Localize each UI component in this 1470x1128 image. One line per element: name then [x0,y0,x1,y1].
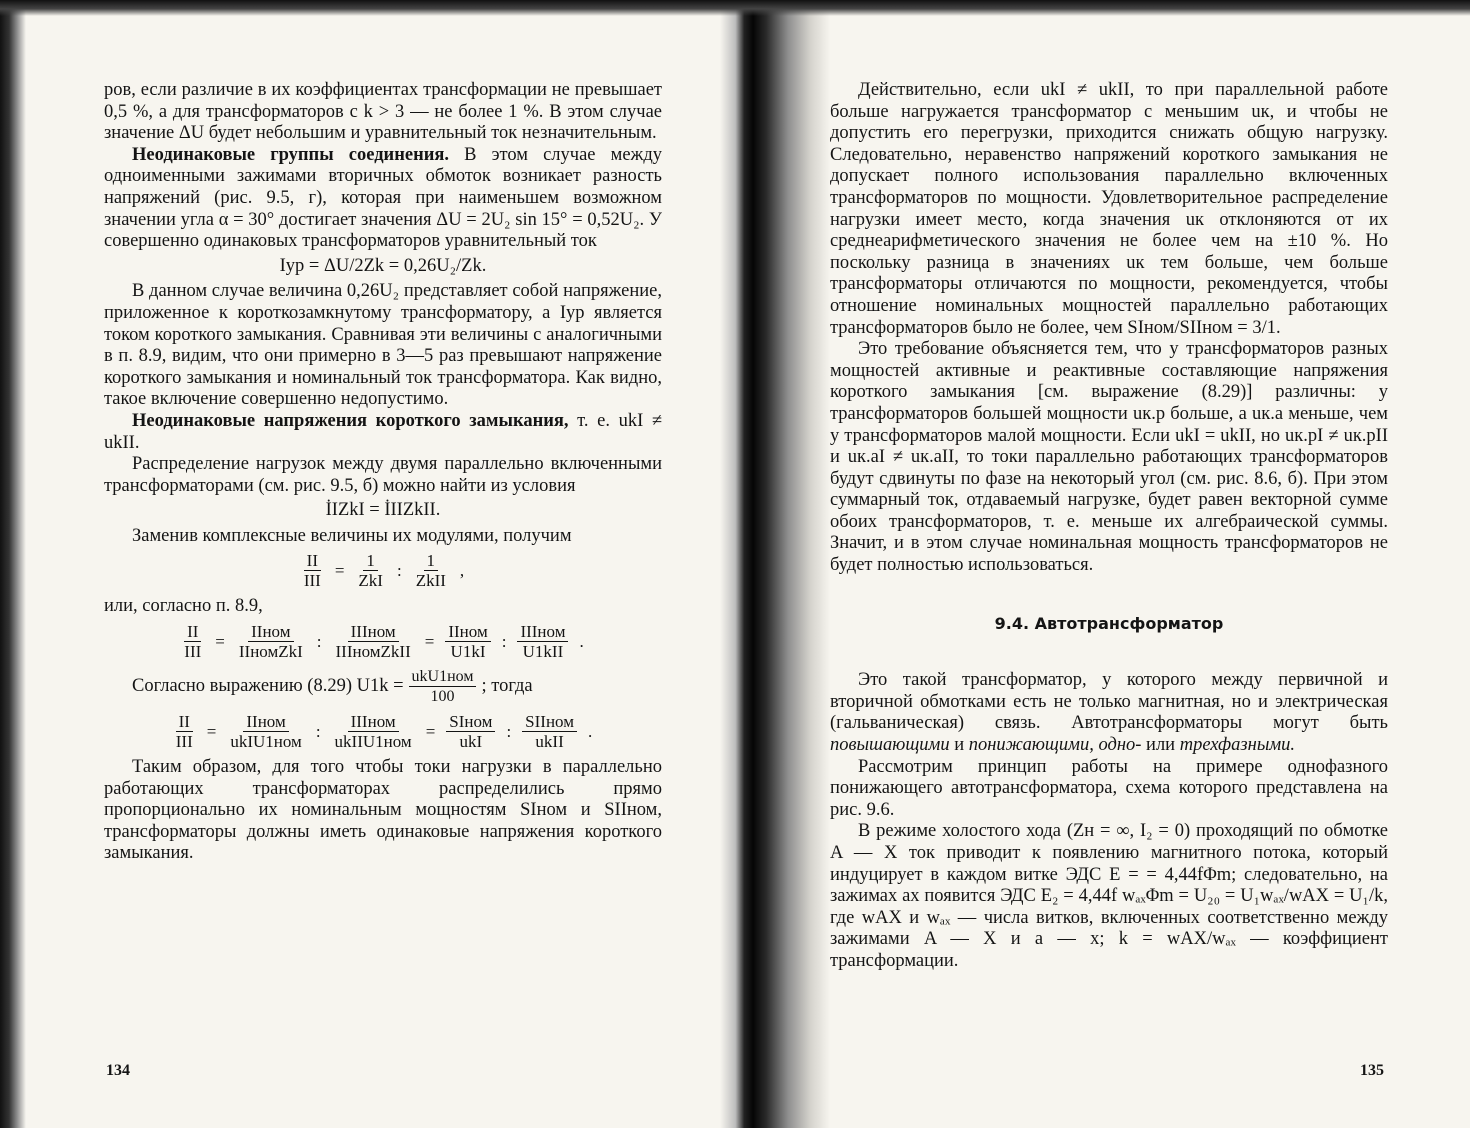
denominator: III [175,732,193,752]
left-paragraph-1: ров, если различие в их коэффициентах трансформации не превышает 0,5 %, а для трансформаторов с k > 3 — не более 1 %. В этом случае значение ΔU будет небольшим и уравнительный ток незначительным. [104,80,662,144]
denominator: ZkI [358,571,383,591]
numerator: IIIном [348,622,399,642]
left-paragraph-3: В данном случае величина 0,26U₂ представляет собой напряжение, приложенное к короткозамкнутому трансформатору, а Iур является током короткого замыкания. Сравнивая эти величины с аналогичными в п. 8.9, видим, что они примерно в 3—5 раз превышают напряжение короткого замыкания и номинальный ток трансформатора. Как видно, такое включение совершенно недопустимо. [104,281,662,410]
numerator: IIIном [517,622,568,642]
italic-term: повышающими [830,735,950,756]
denominator: ukIU1ном [230,732,302,752]
operator: = [334,561,345,581]
fraction [301,551,324,590]
right-paragraph-3 [830,670,1388,756]
fraction [355,551,386,590]
text-run: или [1141,735,1180,756]
left-paragraph-8: Таким образом, для того чтобы токи нагрузки в параллельно работающих трансформаторах распределились прямо пропорционально их номинальным мощностям SIном и SIIном, трансформаторы должны иметь одинаковые напряжения короткого замыкания. [104,757,662,864]
operator: = [425,721,436,741]
right-paragraph-2: Это требование объясняется тем, что у трансформаторов разных мощностей активные и реактивные составляющие напряжения короткого замыкания [см. выражение (8.29)] различны: у трансформаторов большей мощности uк.р больше, а uк.а меньше, чем у трансформаторов малой мощности. Если ukI = ukII, но uк.рI ≠ uк.рII и uк.аI ≠ uк.аII, то токи параллельно работающих трансформаторов будут сдвинуты по фазе на некоторый угол (см. рис. 8.6, б). При этом суммарный ток, отдаваемый нагрузке, будет равен векторной сумме обоих трансформаторов, т. е. меньше их алгебраической суммы. Значит, и в этом случае номинальная мощность трансформаторов не будет полностью использоваться. [830,339,1388,576]
section-heading-autotransformer: 9.4. Автотрансформатор [994,613,1224,633]
operator: : [506,721,512,741]
fraction [445,622,490,661]
denominator: IIIномZkII [335,642,411,662]
fraction [333,622,414,661]
operator: : [501,631,507,651]
denominator: ukIIU1ном [334,732,412,752]
right-paragraph-1: Действительно, если ukI ≠ ukII, то при параллельной работе больше нагружается трансформатор с меньшим uк, и чтобы не допустить его перегрузки, приходится снижать общую нагрузку. Следовательно, неравенство напряжений короткого замыкания не допускает полного использования параллельно включенных трансформаторов по мощности. Удовлетворительное распределение нагрузки имеет место, когда значения uк отклоняются от их среднеарифметического значения не более чем на ±10 %. Но поскольку разница в значениях uк тем больше, чем больше трансформаторы отличаются по мощности, рекомендуется, чтобы отношение номинальных мощностей параллельно работающих трансформаторов было не более, чем SIном/SIIном = 3/1. [830,80,1388,338]
short-circuit-text: т. е. ukI ≠ ukII. [104,410,663,453]
equalizing-current-formula: Iур = ΔU/2Zk = 0,26U₂/Zk. [279,255,487,276]
denominator: IIномZkI [238,642,303,662]
fraction [332,712,415,751]
operator: : [396,561,402,581]
operator: . [579,631,584,651]
denominator: U1kI [450,642,486,662]
italic-term: трехфазными. [1179,735,1296,756]
equation-3 [104,667,662,706]
operator: = [424,631,435,651]
denominator: III [303,571,321,591]
fraction [173,712,196,751]
fraction [236,622,306,661]
equation-3-suffix: ; тогда [481,675,533,696]
right-text-column [830,80,1388,973]
denominator: 100 [430,688,455,706]
operator: : [316,631,322,651]
left-paragraph-5: Распределение нагрузок между двумя параллельно включенными трансформаторами (см. рис. 9.5, б) можно найти из условия [104,454,662,496]
numerator: 1 [363,551,378,571]
equation-3-prefix: Согласно выражению (8.29) U1k = [132,675,404,696]
numerator: II [304,551,321,571]
denominator: ZkII [415,571,446,591]
scan-left-edge-shadow [0,0,26,1128]
fraction [409,667,477,706]
numerator: IIном [445,622,490,642]
right-page-number: 135 [1360,1062,1384,1079]
equation-2 [104,622,662,661]
denominator: ukI [459,732,483,752]
right-page [740,0,1470,1128]
operator: = [206,721,217,741]
denominator: ukII [535,732,564,752]
numerator: IIном [248,622,293,642]
fraction [227,712,304,751]
left-paragraph-6: Заменив комплексные величины их модулями, получим [132,525,572,546]
italic-term: понижающими, одно- [968,735,1142,756]
denominator: III [184,642,202,662]
scan-top-edge-shadow [0,0,1470,16]
equation-4 [104,712,662,751]
connection-groups-heading: Неодинаковые группы соединения. [132,144,450,165]
load-condition-formula: İIZkI = İIIZkII. [325,500,441,521]
left-paragraph-4 [104,411,662,454]
fraction [181,622,204,661]
numerator: 1 [424,551,439,571]
left-page-number: 134 [106,1062,130,1079]
text-run: и [949,735,969,756]
numerator: ukU1ном [409,667,477,687]
fraction [413,551,449,590]
fraction [522,712,577,751]
operator: : [315,721,321,741]
book-gutter-shadow [720,0,830,1128]
text-run: Это такой трансформатор, у которого между первичной и вторичной обмотками есть не только магнитная, но и электрическая (гальваническая) связь. Автотрансформаторы могут быть [830,670,1388,734]
fraction [446,712,495,751]
numerator: SIIном [522,712,577,732]
numerator: SIном [446,712,495,732]
fraction [517,622,568,661]
numerator: IIIном [348,712,399,732]
short-circuit-heading: Неодинаковые напряжения короткого замыкания, [132,410,569,431]
numerator: IIном [243,712,288,732]
denominator: U1kII [522,642,564,662]
operator: , [459,561,465,581]
left-text-column [104,80,662,865]
numerator: II [184,622,201,642]
connection-groups-text: В этом случае между одноименными зажимами вторичных обмоток возникает разность напряжений (рис. 9.5, г), которая при наименьшем возможном значении угла α = 30° достигает значения ΔU = 2U₂ sin 15° = 0,52U₂. У совершенно одинаковых трансформаторов уравнительный ток [104,144,662,252]
right-paragraph-5: В режиме холостого хода (Zн = ∞, I₂ = 0) проходящий по обмотке A — X ток приводит к появлению магнитного потока, который индуцирует в каждом витке ЭДС E = = 4,44fΦm; следовательно, на зажимах ax появится ЭДС E₂ = 4,44f wₐₓΦm = U₂₀ = U₁wₐₓ/wAX = U₁/k, где wAX и wₐₓ — числа витков, включенных соответственно между зажимами A — X и a — x; k = wAX/wₐₓ — коэффициент трансформации. [830,821,1388,971]
left-paragraph-2 [104,145,662,253]
operator: = [215,631,225,651]
left-paragraph-7: или, согласно п. 8.9, [104,596,263,617]
numerator: II [176,712,193,732]
operator: . [587,721,593,741]
right-paragraph-4: Рассмотрим принцип работы на примере однофазного понижающего автотрансформатора, схема которого представлена на рис. 9.6. [830,756,1388,820]
equation-1 [104,551,662,590]
